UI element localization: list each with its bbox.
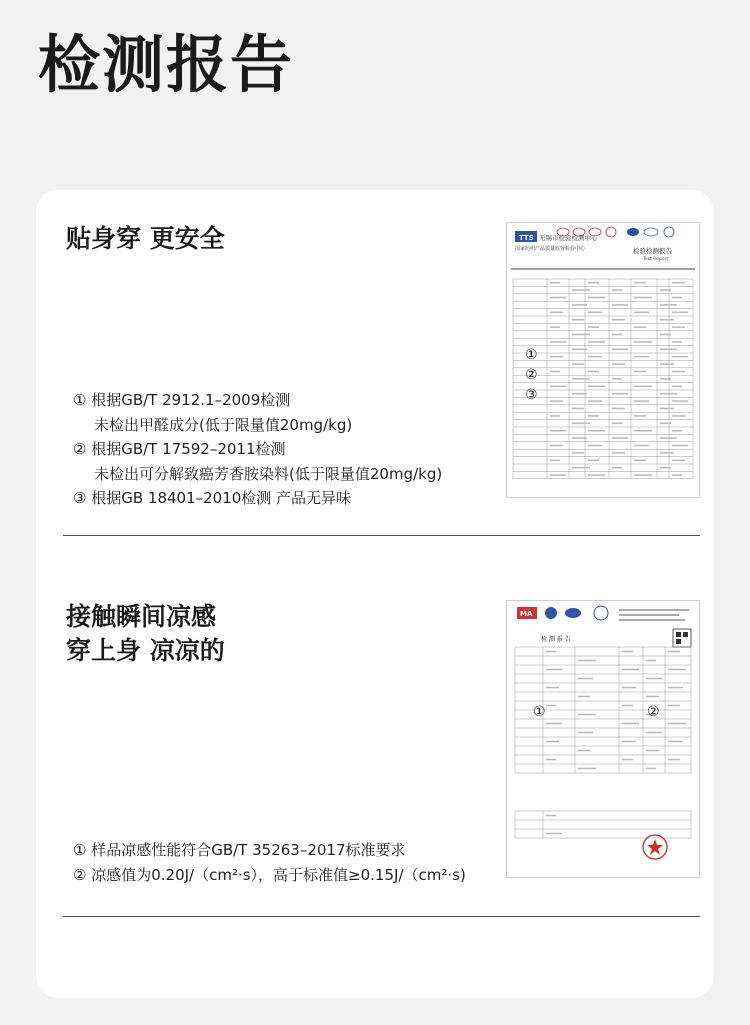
cnas-logo [565,608,581,618]
table-cell-text [660,408,674,410]
table-cell-text [550,341,566,343]
table-cell-text [634,445,649,447]
table-cell-text [588,371,599,373]
table-cell-text [622,741,636,743]
table-cell-text [572,289,590,291]
table-cell-text [612,423,622,425]
note-1: ① 根据GB/T 2912.1–2009检测 [73,391,291,409]
table-cell-text [634,386,652,388]
table-cell-text [634,341,652,343]
table-cell-text [612,304,628,306]
table-cell-text [646,750,659,752]
table-cell-text [572,437,587,439]
page-title: 检测报告 [38,28,295,101]
table-cell-text [622,759,633,761]
table-cell-text [646,768,656,770]
table-cell-text [588,326,599,328]
table-cell-text [546,705,556,707]
table-cell-text [578,696,590,698]
mark-1: ① [533,704,546,720]
table-cell-text [612,467,622,469]
section-divider [63,916,700,917]
table-cell-text [578,732,593,734]
table-cell-text [550,282,560,284]
table-cell-text [634,282,646,284]
table-cell-text [634,297,652,299]
table-cell-text [550,415,560,417]
table-cell-text [660,304,677,306]
report-title: 检 测 报 告 [541,636,571,643]
table-cell-text [612,437,628,439]
table-cell-text [634,326,646,328]
table-cell-text [668,651,680,653]
table-cell-text [660,378,671,380]
table-cell-text [646,732,662,734]
cert-logo [664,227,674,237]
table-cell-text [588,297,605,299]
note-1: ① 样品凉感性能符合GB/T 35263–2017标准要求 [73,841,406,859]
note-3: ② 根据GB/T 17592–2011检测 [73,440,286,458]
table-cell-text [660,334,671,336]
table-cell-text [634,371,646,373]
qr-code-icon [673,629,691,647]
table-cell-text [546,651,556,653]
table-cell-text [546,833,562,835]
table-cell-text [672,445,688,447]
table-cell-text [668,723,686,725]
table-cell-text [634,356,649,358]
table-cell-text [588,474,605,476]
table-cell-text [572,452,584,454]
table-cell-text [672,341,682,343]
table-cell-text [546,815,556,817]
table-cell-text [622,669,639,671]
table-cell-text [612,349,628,351]
table-cell-text [634,474,652,476]
table-cell-text [622,687,636,689]
svg-text:TTS: TTS [519,234,534,242]
cert-logo [644,228,658,236]
table-cell-text [672,312,688,314]
table-cell-text [672,356,688,358]
table-cell-text [572,349,587,351]
table-cell-text [672,474,682,476]
table-cell-text [612,378,622,380]
table-cell-text [634,312,649,314]
table-cell-text [634,400,649,402]
table-cell-text [668,687,683,689]
table-cell-text [588,415,599,417]
table-cell-text [550,356,563,358]
section2-title-line2: 穿上身 凉凉的 [66,636,225,665]
report-title: 检验检测报告 [633,247,672,255]
section-divider [63,535,700,536]
table-cell-text [660,363,674,365]
svg-text:MA: MA [520,610,533,618]
table-cell-text [572,423,590,425]
table-cell-text [660,437,677,439]
table-cell-text [646,696,659,698]
note-2: ② 凉感值为0.20J/（cm²·s），高于标准值≥0.15J/（cm²·s) [73,865,466,884]
section2-title-line1: 接触瞬间凉感 [66,602,217,631]
cert-logo [545,607,557,619]
note-4: 未检出可分解致癌芳香胺染料(低于限量值20mg/kg) [94,464,443,483]
table-cell-text [588,312,602,314]
table-cell-text [622,723,639,725]
table-cell-text [646,678,662,680]
cert-logo [594,606,608,620]
table-cell-text [572,408,584,410]
table-cell-text [550,371,560,373]
table-cell-text [578,750,590,752]
table-cell-text [672,460,685,462]
results-table [515,647,691,838]
table-cell-text [612,334,622,336]
note-5: ③ 根据GB 18401–2010检测 产品无异味 [73,489,352,507]
table-cell-text [588,282,599,284]
table-cell-text [672,400,688,402]
table-cell-text [660,467,671,469]
table-cell-text [660,349,677,351]
report-title-en: Test Report [643,257,669,262]
table-cell-text [572,363,584,365]
org-subtitle: 国家纺织产品质量监督检验中心 [515,246,586,252]
table-cell-text [572,393,587,395]
table-cell-text [612,363,625,365]
table-cell-text [578,714,596,716]
table-cell-text [672,386,682,388]
table-cell-text [546,759,556,761]
stamp-star-icon [647,839,663,855]
table-cell-text [672,371,685,373]
table-cell-text [546,741,559,743]
table-cell-text [550,297,566,299]
table-cell-text [634,430,652,432]
table-cell-text [572,378,590,380]
table-cell-text [550,445,563,447]
table-cell-text [546,723,562,725]
table-cell-text [578,678,593,680]
cert-logo [606,227,616,237]
table-cell-text [668,741,683,743]
table-cell-text [572,334,590,336]
table-cell-text [550,312,563,314]
mark-2: ② [647,704,660,720]
table-cell-text [572,467,590,469]
test-report-image-2 [506,600,700,878]
mark-1: ① [525,347,538,363]
table-cell-text [660,452,674,454]
table-cell-text [572,304,587,306]
table-cell-text [672,326,685,328]
table-cell-text [550,474,566,476]
table-cell-text [660,289,671,291]
table-cell-text [546,687,559,689]
table-cell-text [578,768,596,770]
content-card [36,190,714,998]
note-2: 未检出甲醛成分(低于限量值20mg/kg) [94,415,353,434]
table-cell-text [550,326,560,328]
table-cell-text [622,705,633,707]
table-cell-text [646,660,656,662]
table-cell-text [672,430,682,432]
table-cell-text [572,319,584,321]
org-name: 无锡市检验检测中心 [539,234,598,242]
table-cell-text [588,341,605,343]
table-cell-text [668,669,686,671]
table-cell-text [612,408,625,410]
table-cell-text [612,452,625,454]
table-frame [515,811,691,838]
table-cell-text [634,415,646,417]
table-cell-text [588,400,602,402]
table-cell-text [660,319,674,321]
table-cell-text [672,415,685,417]
test-report-drawing-2 [507,601,699,877]
table-cell-text [622,651,633,653]
cert-logo [627,228,639,236]
table-cell-text [550,460,560,462]
table-cell-text [612,289,622,291]
table-cell-text [672,282,685,284]
table-cell-text [634,460,646,462]
table-cell-text [668,759,680,761]
table-cell-text [550,430,566,432]
section1-title: 贴身穿 更安全 [66,224,225,253]
table-cell-text [546,669,562,671]
mark-2: ② [525,367,538,383]
test-report-drawing-1 [507,223,699,497]
table-cell-text [668,705,680,707]
table-cell-text [588,445,602,447]
table-cell-text [588,430,605,432]
table-cell-text [550,400,563,402]
table-cell-text [550,386,566,388]
mark-3: ③ [525,387,538,403]
table-cell-text [578,660,596,662]
table-cell-text [660,393,677,395]
table-cell-text [588,386,605,388]
table-cell-text [588,460,599,462]
table-cell-text [672,297,682,299]
table-cell-text [588,356,602,358]
table-cell-text [612,319,625,321]
table-cell-text [612,393,628,395]
section2-notes [73,838,466,887]
table-cell-text [660,423,671,425]
section1-notes [73,388,442,511]
test-report-image-1 [506,222,700,498]
